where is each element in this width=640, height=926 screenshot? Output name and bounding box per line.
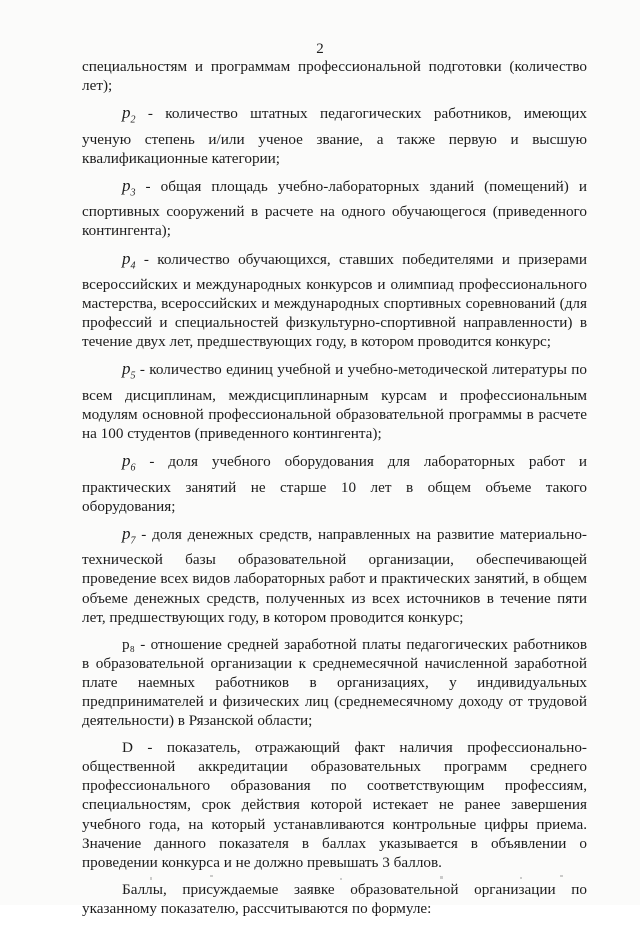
paragraph-text: - количество обучающихся, ставших победителями и призерами всероссийских и международных конкурсов и олимпиад профессионального мастерства, всероссийских и международных спортивных соревнований (для профессий и специальностей физкультурно-спортивной направленности) в течение двух лет, предшествующих году, в котором проводится конкурс;: [82, 250, 587, 351]
paragraph-text: p₈ - отношение средней заработной платы педагогических работников в образовательной организации к среднемесячной начисленной заработной плате наемных работников в организациях, у индивидуальных предпринимателей и физических лиц (среднемесячному доходу от трудовой деятельности) в Рязанской области;: [82, 635, 587, 730]
paragraph-d: [82, 738, 587, 872]
variable-symbol: $p_2$: [122, 103, 136, 126]
variable-symbol: $p_7$: [122, 523, 136, 547]
variable-symbol: $p_3$: [122, 175, 136, 199]
paragraph-p4: [82, 249, 587, 352]
paragraph-text: специальностям и программам профессиональной подготовки (количество лет);: [82, 58, 587, 95]
paragraph-final: [82, 880, 587, 918]
paragraph-text: - количество штатных педагогических работников, имеющих ученую степень и/или ученое звание, а также первую и высшую квалификационные категории;: [82, 105, 587, 167]
variable-symbol: $p_5$: [122, 359, 136, 382]
paragraph-p7: [82, 524, 587, 627]
paragraph-p3: [82, 176, 587, 241]
document-body: [82, 57, 587, 926]
variable-symbol: $p_6$: [122, 451, 136, 474]
paragraph-p6: [82, 451, 587, 516]
paragraph-text: - количество единиц учебной и учебно-методической литературы по всем дисциплинам, междисциплинарным курсам и профессиональным модулям основной профессиональной образовательной программы в расчете на 100 студентов (приведенного контингента);: [82, 361, 587, 443]
paragraph-text: - общая площадь учебно-лабораторных зданий (помещений) и спортивных сооружений в расчете на одного обучающегося (приведенного контингента);: [82, 177, 587, 240]
paragraph-text: - доля денежных средств, направленных на развитие материально-технической базы образовательной организации, обеспечивающей проведение всех видов лабораторных работ и практических занятий, в общем объеме денежных средств, полученных из всех источников в течение пяти лет, предшествующих году, в котором проводится конкурс;: [82, 525, 587, 626]
paragraph-text: - доля учебного оборудования для лабораторных работ и практических занятий не старше 10 лет в общем объеме такого оборудования;: [82, 453, 587, 515]
paragraph-p2: [82, 103, 587, 168]
paragraph-text: D - показатель, отражающий факт наличия профессионально-общественной аккредитации образовательных программ среднего профессионального образования по соответствующим профессиям, специальностям, срок действия которой истекает не ранее завершения учебного года, на который устанавливаются контрольные цифры приема. Значение данного показателя в баллах указывается в объявлении о проведении конкурса и не должно превышать 3 баллов.: [82, 739, 587, 871]
paragraph-text: Баллы, присуждаемые заявке образовательной организации по указанному показателю, рассчитываются по формуле:: [82, 880, 587, 917]
paragraph-p8: [82, 635, 587, 730]
paragraph-p5: [82, 359, 587, 443]
page-number: 2: [316, 41, 324, 57]
variable-symbol: $p_4$: [122, 248, 136, 271]
paragraph-intro: [82, 57, 587, 95]
